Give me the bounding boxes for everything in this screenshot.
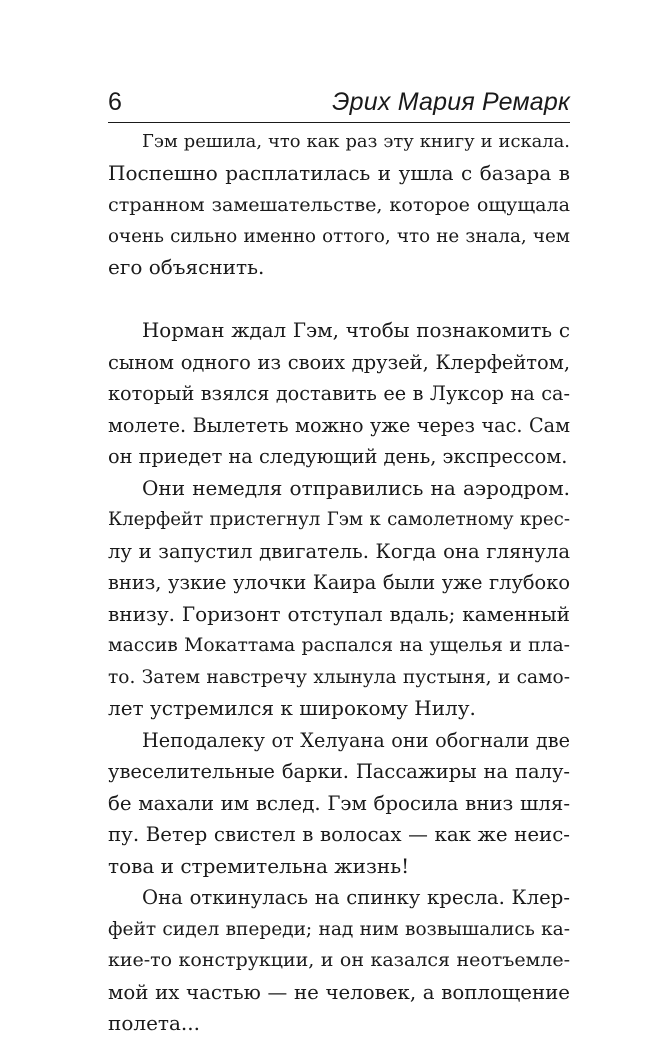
paragraph (108, 882, 570, 1040)
page-number: 6 (108, 88, 122, 116)
paragraph (108, 315, 570, 473)
text-line: Она откинулась на спинку кресла. Клер- (142, 886, 570, 909)
text-line: фейт сидел впереди; над ним возвышались ка- (108, 918, 570, 940)
body-text (108, 126, 570, 1040)
text-line: Норман ждал Гэм, чтобы познакомить с (142, 319, 570, 342)
paragraph (108, 126, 570, 284)
text-line: мой их частью — не человек, а воплощение (108, 980, 570, 1004)
text-line: его объяснить. (108, 255, 265, 279)
text-line: Неподалеку от Хелуана они обогнали две (142, 728, 570, 752)
text-line: он приедет на следующий день, экспрессом. (108, 445, 568, 468)
text-line: который взялся доставить ее в Луксор на са- (108, 382, 570, 405)
running-head (108, 86, 570, 118)
text-line: сыном одного из своих друзей, Клерфейтом, (108, 350, 570, 374)
text-line: кие-то конструкции, и он казался неотъемле- (108, 949, 570, 971)
paragraph (108, 725, 570, 883)
text-line: молете. Вылететь можно уже через час. Сам (108, 413, 570, 437)
text-line: странном замешательстве, которое ощущала (108, 193, 570, 216)
text-line: полета... (108, 1011, 200, 1035)
header-rule (108, 122, 570, 123)
text-line: то. Затем навстречу хлынула пустыня, и само- (108, 666, 570, 688)
section-break (108, 284, 570, 316)
text-line: очень сильно именно оттого, что не знала, чем (108, 225, 570, 247)
text-line: бе махали им вслед. Гэм бросила вниз шля- (108, 791, 570, 815)
text-line: Гэм решила, что как раз эту книгу и искала. (142, 131, 570, 152)
text-line: внизу. Горизонт отступал вдаль; каменный (108, 601, 570, 626)
text-line: массив Мокаттама распался на ущелья и пла- (108, 635, 570, 656)
text-line: лет устремился к широкому Нилу. (108, 696, 476, 720)
text-line: Клерфейт пристегнул Гэм к самолетному крес- (108, 509, 570, 530)
paragraph (108, 473, 570, 725)
text-line: това и стремительна жизнь! (108, 853, 410, 878)
text-line: Поспешно расплатилась и ушла с базара в (108, 160, 570, 185)
text-line: увеселительные барки. Пассажиры на палу- (108, 760, 570, 783)
text-line: Они немедля отправились на аэродром. (142, 475, 570, 500)
text-line: пу. Ветер свистел в волосах — как же неис- (108, 823, 570, 846)
text-line: вниз, узкие улочки Каира были уже глубоко (108, 571, 570, 594)
text-line: лу и запустил двигатель. Когда она глянула (108, 539, 570, 563)
running-head-author: Эрих Мария Ремарк (332, 88, 570, 116)
